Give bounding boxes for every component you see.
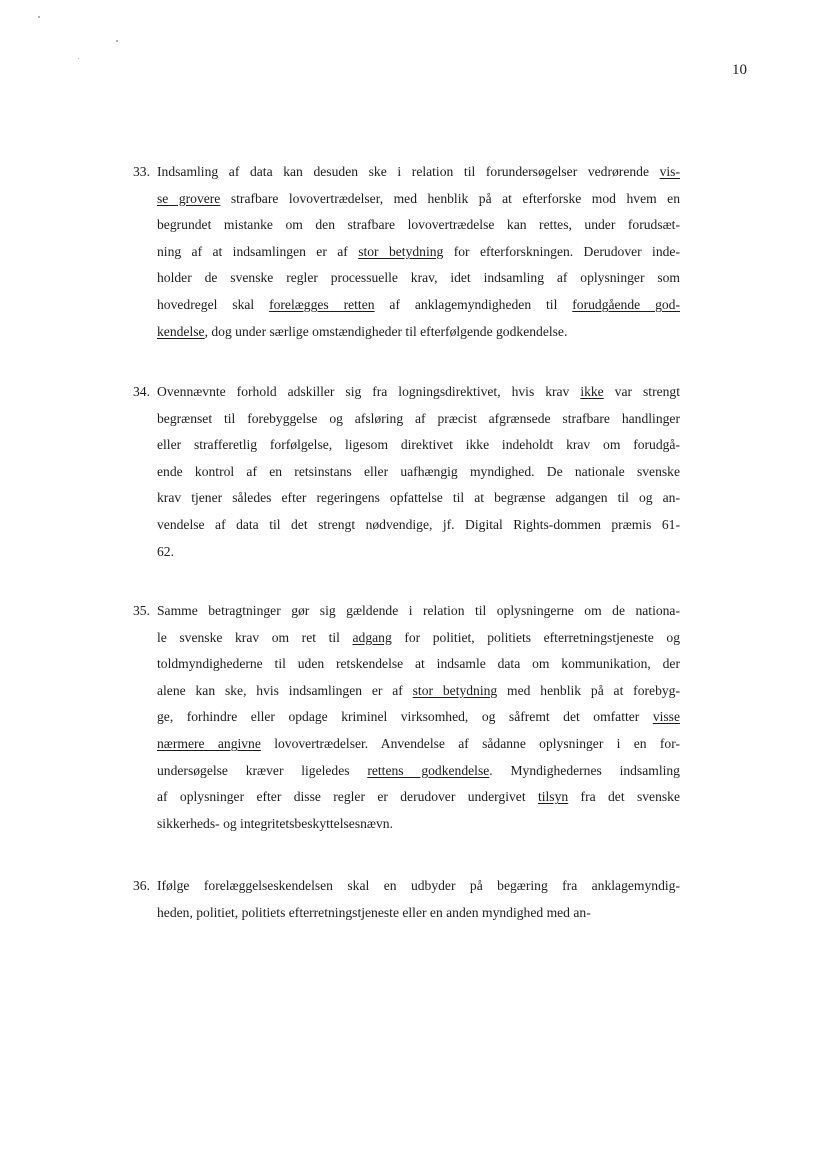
text-line: [157, 512, 680, 539]
text-segment: fra det svenske: [568, 789, 681, 805]
paragraph-35: [133, 598, 681, 837]
underlined-text: kendelse: [157, 323, 205, 339]
text-segment: for politiet, politiets efterretningstjeneste og: [391, 629, 681, 645]
text-line: [157, 900, 680, 927]
text-segment: alene kan ske, hvis indsamlingen er af: [157, 682, 413, 698]
page-number: 10: [732, 62, 747, 78]
paragraph-number: 34.: [133, 384, 150, 399]
text-segment: lovovertrædelser. Anvendelse af sådanne oplysninger i en for-: [260, 735, 680, 751]
text-segment: af oplysninger efter disse regler er derudover undergivet: [157, 789, 538, 805]
paragraph-34: [133, 379, 680, 565]
text-line: [157, 319, 680, 346]
paragraph-number: 35.: [133, 603, 150, 618]
paragraph-number: 33.: [133, 164, 150, 179]
text-segment: ge, forhindre eller opdage kriminel virksomhed, og såfremt det omfatter: [157, 709, 653, 725]
underlined-text: forudgående god-: [572, 296, 680, 312]
text-line: [157, 406, 680, 433]
text-segment: begrænset til forebyggelse og afsløring af præcist afgrænsede strafbare handlinger: [157, 410, 680, 426]
text-segment: eller strafferetlig forfølgelse, ligesom direktivet ikke indeholdt krav om forudgå-: [157, 437, 680, 453]
underlined-text: vis-: [659, 164, 680, 179]
text-line: [157, 651, 680, 678]
text-segment: undersøgelse kræver ligeledes: [157, 762, 368, 778]
underlined-text: tilsyn: [537, 789, 569, 805]
text-line: [157, 212, 680, 239]
text-segment: ende kontrol af en retsinstans eller uafhængig myndighed. De nationale svenske: [157, 463, 680, 479]
underlined-text: forelægges retten: [269, 296, 375, 312]
paragraph-number: 36.: [133, 878, 150, 893]
text-segment: Ifølge forelæggelseskendelsen skal en udbyder på begæring fra anklagemyndig-: [157, 878, 680, 893]
underlined-text: ikke: [580, 384, 604, 399]
text-line: [157, 459, 680, 486]
text-line: [157, 379, 680, 406]
text-segment: 62.: [157, 543, 174, 559]
paragraph-36: [133, 873, 680, 926]
text-segment: heden, politiet, politiets efterretningstjeneste eller en anden myndighed med an-: [157, 904, 591, 920]
text-segment: for efterforskningen. Derudover inde-: [443, 243, 680, 259]
text-line: [157, 704, 680, 731]
underlined-text: stor betydning: [412, 682, 498, 698]
text-line: [157, 432, 680, 459]
text-line: [157, 678, 680, 705]
text-line: [157, 485, 680, 512]
text-line: [157, 159, 680, 186]
text-line: [157, 731, 680, 758]
text-line: [157, 598, 680, 625]
underlined-text: adgang: [352, 629, 392, 645]
text-line: [157, 784, 680, 811]
text-segment: med henblik på at forebyg-: [497, 682, 680, 698]
text-line: [157, 186, 680, 213]
text-segment: strafbare lovovertrædelser, med henblik på at efterforske mod hvem en: [220, 190, 681, 206]
text-segment: vendelse af data til det strengt nødvendige, jf. Digital Rights-dommen præmis 61-: [157, 516, 680, 532]
text-segment: begrundet mistanke om den strafbare lovovertrædelse kan rettes, under forudsæt-: [157, 217, 680, 233]
underlined-text: visse: [652, 709, 680, 725]
underlined-text: se grovere: [157, 190, 221, 206]
underlined-text: stor betydning: [358, 243, 444, 259]
text-segment: sikkerheds- og integritetsbeskyttelsesnævn.: [157, 815, 393, 831]
text-segment: , dog under særlige omstændigheder til efterfølgende godkendelse.: [204, 323, 568, 339]
text-line: [157, 239, 680, 266]
text-segment: Samme betragtninger gør sig gældende i relation til oplysningerne om de nationa-: [157, 603, 680, 618]
text-segment: le svenske krav om ret til: [157, 629, 353, 645]
text-segment: af anklagemyndigheden til: [374, 296, 573, 312]
text-segment: toldmyndighederne til uden retskendelse at indsamle data om kommunikation, der: [157, 656, 680, 672]
underlined-text: rettens godkendelse: [367, 762, 490, 778]
text-segment: krav tjener således efter regeringens opfattelse til at begrænse adgangen til og an-: [157, 490, 680, 506]
text-segment: hovedregel skal: [157, 296, 270, 312]
text-line: [157, 811, 680, 838]
underlined-text: nærmere angivne: [157, 735, 261, 751]
scan-speck: [38, 16, 40, 18]
text-line: [157, 292, 680, 319]
text-segment: . Myndighedernes indsamling: [489, 762, 680, 778]
scan-speck: [116, 40, 118, 42]
text-line: [157, 539, 680, 566]
text-segment: Ovennævnte forhold adskiller sig fra logningsdirektivet, hvis krav: [157, 384, 581, 399]
scan-speck: [78, 58, 79, 59]
text-segment: Indsamling af data kan desuden ske i relation til forundersøgelser vedrørende: [157, 164, 660, 179]
text-segment: holder de svenske regler processuelle krav, idet indsamling af oplysninger som: [157, 270, 680, 286]
text-segment: ning af at indsamlingen er af: [157, 243, 359, 259]
text-line: [157, 873, 680, 900]
text-line: [157, 265, 680, 292]
paragraph-33: [133, 159, 681, 345]
text-line: [157, 625, 680, 652]
text-segment: var strengt: [603, 384, 680, 399]
text-line: [157, 758, 680, 785]
